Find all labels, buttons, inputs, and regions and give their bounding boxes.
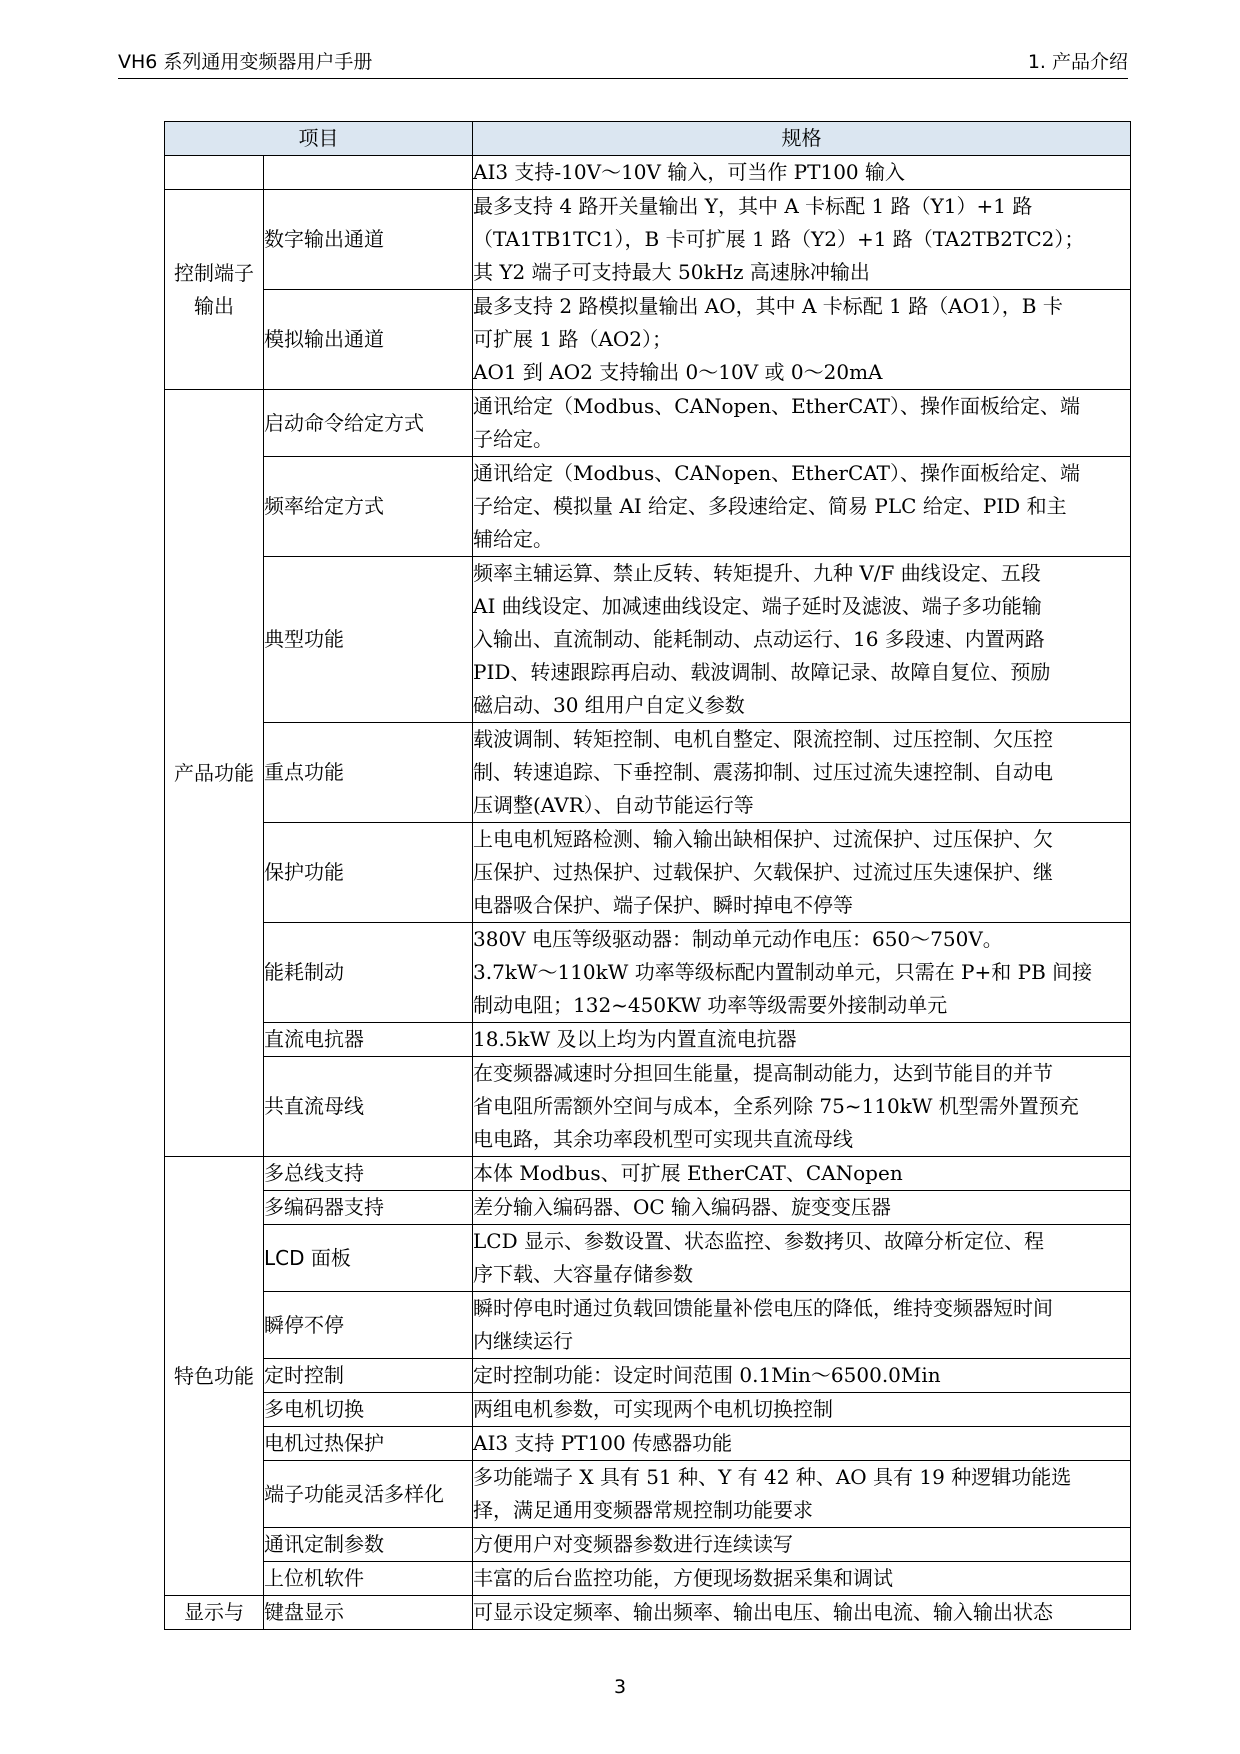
item-cell: 数字输出通道 <box>264 190 473 290</box>
spec-line: 辅给定。 <box>473 527 553 551</box>
column-header-spec: 规格 <box>473 122 1131 156</box>
spec-line: 最多支持 2 路模拟量输出 AO，其中 A 卡标配 1 路（AO1），B 卡 <box>473 294 1063 318</box>
spec-line: 通讯给定（Modbus、CANopen、EtherCAT）、操作面板给定、端 <box>473 394 1080 418</box>
item-cell: 保护功能 <box>264 823 473 923</box>
table-row <box>165 1225 1131 1292</box>
item-cell: 能耗制动 <box>264 923 473 1023</box>
spec-line: 瞬时停电时通过负载回馈能量补偿电压的降低，维持变频器短时间 <box>473 1296 1053 1320</box>
spec-line: PID、转速跟踪再启动、载波调制、故障记录、故障自复位、预励 <box>473 660 1051 684</box>
spec-line: 磁启动、30 组用户自定义参数 <box>473 693 745 717</box>
spec-line: 省电阻所需额外空间与成本，全系列除 75~110kW 机型需外置预充 <box>473 1094 1079 1118</box>
table-row <box>165 390 1131 457</box>
table-row <box>165 923 1131 1023</box>
spec-cell <box>473 1596 1131 1630</box>
spec-line: 两组电机参数，可实现两个电机切换控制 <box>473 1397 833 1421</box>
table-row <box>165 1057 1131 1157</box>
table-row <box>165 290 1131 390</box>
category-cell: 产品功能 <box>165 390 264 1157</box>
table-row <box>165 557 1131 723</box>
spec-cell <box>473 1225 1131 1292</box>
spec-line: 可显示设定频率、输出频率、输出电压、输出电流、输入输出状态 <box>473 1600 1053 1624</box>
spec-table-body <box>165 156 1131 1630</box>
spec-cell <box>473 457 1131 557</box>
item-cell: 端子功能灵活多样化 <box>264 1461 473 1528</box>
spec-cell <box>473 923 1131 1023</box>
table-header-row <box>165 122 1131 156</box>
table-row <box>165 1157 1131 1191</box>
table-row <box>165 1191 1131 1225</box>
spec-cell <box>473 1461 1131 1528</box>
spec-line: 电器吸合保护、端子保护、瞬时掉电不停等 <box>473 893 853 917</box>
item-cell: 键盘显示 <box>264 1596 473 1630</box>
spec-cell <box>473 1191 1131 1225</box>
table-row <box>165 823 1131 923</box>
spec-line: 18.5kW 及以上均为内置直流电抗器 <box>473 1027 797 1051</box>
spec-cell <box>473 1528 1131 1562</box>
manual-title: VH6 系列通用变频器用户手册 <box>118 51 373 73</box>
page-header <box>118 48 1128 79</box>
spec-cell <box>473 1427 1131 1461</box>
spec-table <box>164 121 1131 1630</box>
spec-line: 制、转速追踪、下垂控制、震荡抑制、过压过流失速控制、自动电 <box>473 760 1053 784</box>
spec-line: 3.7kW～110kW 功率等级标配内置制动单元，只需在 P+和 PB 间接 <box>473 960 1093 984</box>
spec-line: 差分输入编码器、OC 输入编码器、旋变变压器 <box>473 1195 892 1219</box>
spec-line: 380V 电压等级驱动器：制动单元动作电压：650～750V。 <box>473 927 1003 951</box>
item-cell: 瞬停不停 <box>264 1292 473 1359</box>
chapter-title: 1. 产品介绍 <box>1027 51 1128 73</box>
spec-line: 入输出、直流制动、能耗制动、点动运行、16 多段速、内置两路 <box>473 627 1045 651</box>
item-cell: LCD 面板 <box>264 1225 473 1292</box>
spec-line: 定时控制功能：设定时间范围 0.1Min～6500.0Min <box>473 1363 941 1387</box>
item-cell: 启动命令给定方式 <box>264 390 473 457</box>
table-row <box>165 1292 1131 1359</box>
spec-line: 本体 Modbus、可扩展 EtherCAT、CANopen <box>473 1161 903 1185</box>
spec-line: AO1 到 AO2 支持输出 0～10V 或 0～20mA <box>473 360 883 384</box>
spec-line: 其 Y2 端子可支持最大 50kHz 高速脉冲输出 <box>473 260 870 284</box>
spec-cell <box>473 1292 1131 1359</box>
category-cell: 控制端子输出 <box>165 190 264 390</box>
spec-cell <box>473 1057 1131 1157</box>
spec-line: 载波调制、转矩控制、电机自整定、限流控制、过压控制、欠压控 <box>473 727 1053 751</box>
item-cell: 通讯定制参数 <box>264 1528 473 1562</box>
table-row <box>165 1427 1131 1461</box>
spec-line: 压保护、过热保护、过载保护、欠载保护、过流过压失速保护、继 <box>473 860 1053 884</box>
table-row <box>165 1528 1131 1562</box>
item-cell: 模拟输出通道 <box>264 290 473 390</box>
item-cell: 多编码器支持 <box>264 1191 473 1225</box>
spec-line: 方便用户对变频器参数进行连续读写 <box>473 1532 793 1556</box>
spec-cell <box>473 390 1131 457</box>
item-cell: 直流电抗器 <box>264 1023 473 1057</box>
table-row <box>165 723 1131 823</box>
spec-line: 序下载、大容量存储参数 <box>473 1262 693 1286</box>
spec-cell <box>473 290 1131 390</box>
spec-line: 多功能端子 X 具有 51 种、Y 有 42 种、AO 具有 19 种逻辑功能选 <box>473 1465 1072 1489</box>
category-cell <box>165 156 264 190</box>
table-row <box>165 156 1131 190</box>
spec-cell <box>473 190 1131 290</box>
item-cell: 共直流母线 <box>264 1057 473 1157</box>
spec-line: 通讯给定（Modbus、CANopen、EtherCAT）、操作面板给定、端 <box>473 461 1080 485</box>
spec-line: LCD 显示、参数设置、状态监控、参数拷贝、故障分析定位、程 <box>473 1229 1044 1253</box>
column-header-item: 项目 <box>165 122 473 156</box>
item-cell: 电机过热保护 <box>264 1427 473 1461</box>
spec-line: （TA1TB1TC1），B 卡可扩展 1 路（Y2）+1 路（TA2TB2TC2）； <box>473 227 1085 251</box>
item-cell: 典型功能 <box>264 557 473 723</box>
item-cell: 上位机软件 <box>264 1562 473 1596</box>
table-row <box>165 1461 1131 1528</box>
item-cell: 频率给定方式 <box>264 457 473 557</box>
spec-line: 子给定。 <box>473 427 553 451</box>
spec-line: 压调整(AVR）、自动节能运行等 <box>473 793 754 817</box>
table-row <box>165 1393 1131 1427</box>
spec-line: 制动电阻；132~450KW 功率等级需要外接制动单元 <box>473 993 948 1017</box>
spec-line: 在变频器减速时分担回生能量，提高制动能力，达到节能目的并节 <box>473 1061 1053 1085</box>
table-row <box>165 1596 1131 1630</box>
spec-cell <box>473 1393 1131 1427</box>
spec-line: 上电电机短路检测、输入输出缺相保护、过流保护、过压保护、欠 <box>473 827 1053 851</box>
table-row <box>165 1562 1131 1596</box>
spec-cell <box>473 557 1131 723</box>
spec-cell <box>473 1023 1131 1057</box>
spec-line: 内继续运行 <box>473 1329 573 1353</box>
item-cell <box>264 156 473 190</box>
spec-line: 频率主辅运算、禁止反转、转矩提升、九种 V/F 曲线设定、五段 <box>473 561 1041 585</box>
spec-line: 丰富的后台监控功能，方便现场数据采集和调试 <box>473 1566 893 1590</box>
table-row <box>165 1359 1131 1393</box>
spec-line: AI3 支持 PT100 传感器功能 <box>473 1431 733 1455</box>
item-cell: 多总线支持 <box>264 1157 473 1191</box>
spec-line: AI3 支持-10V～10V 输入，可当作 PT100 输入 <box>473 160 906 184</box>
spec-line: AI 曲线设定、加减速曲线设定、端子延时及滤波、端子多功能输 <box>473 594 1042 618</box>
spec-line: 最多支持 4 路开关量输出 Y，其中 A 卡标配 1 路（Y1）+1 路 <box>473 194 1033 218</box>
spec-cell <box>473 1562 1131 1596</box>
spec-line: 子给定、模拟量 AI 给定、多段速给定、简易 PLC 给定、PID 和主 <box>473 494 1067 518</box>
table-row <box>165 190 1131 290</box>
spec-cell <box>473 723 1131 823</box>
category-cell: 显示与 <box>165 1596 264 1630</box>
category-cell: 特色功能 <box>165 1157 264 1596</box>
spec-cell <box>473 1157 1131 1191</box>
spec-line: 电电路，其余功率段机型可实现共直流母线 <box>473 1127 853 1151</box>
spec-cell <box>473 823 1131 923</box>
table-row <box>165 1023 1131 1057</box>
spec-line: 择，满足通用变频器常规控制功能要求 <box>473 1498 813 1522</box>
item-cell: 定时控制 <box>264 1359 473 1393</box>
spec-cell <box>473 1359 1131 1393</box>
page-number: 3 <box>613 1676 627 1698</box>
spec-cell <box>473 156 1131 190</box>
spec-line: 可扩展 1 路（AO2）； <box>473 327 673 351</box>
item-cell: 重点功能 <box>264 723 473 823</box>
item-cell: 多电机切换 <box>264 1393 473 1427</box>
table-row <box>165 457 1131 557</box>
